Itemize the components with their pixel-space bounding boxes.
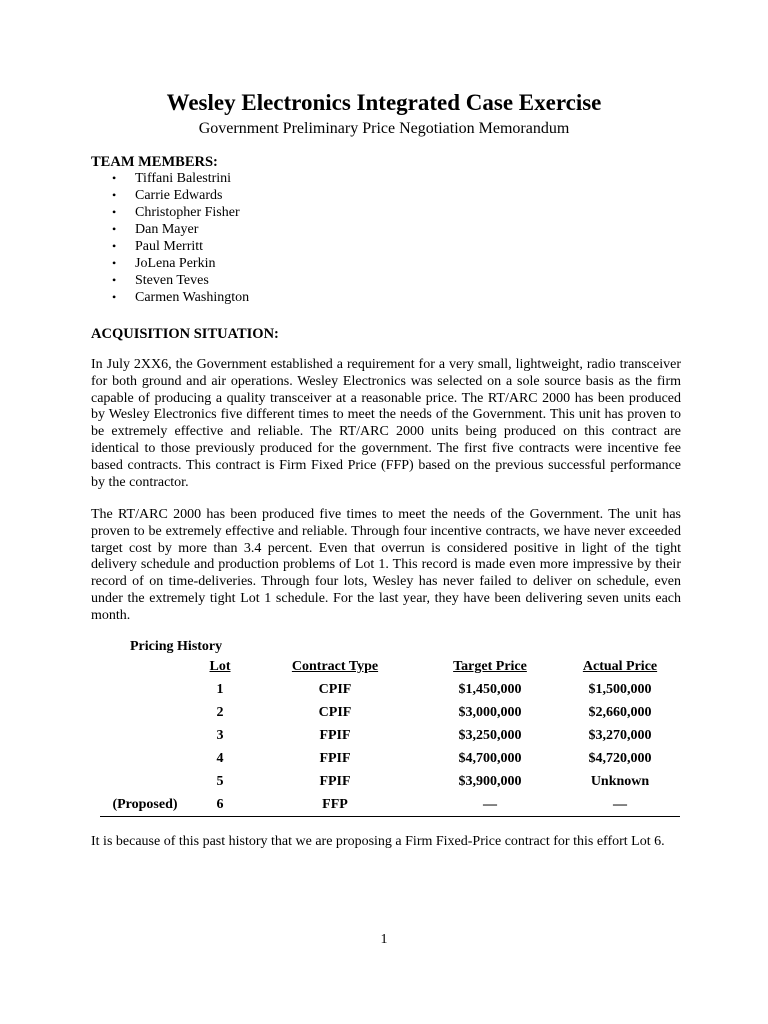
- acquisition-paragraph-1: In July 2XX6, the Government established a requirement for a very small, lightweight, radio transceiver for both ground and air operations. Wesley Electronics was selected on a sole source basis as the firm capable of producing a quality transceiver at a reasonable price. The RT/ARC 2000 has been produced by Wesley Electronics five different times to meet the needs of the Government. This unit has proven to be extremely effective and reliable. The RT/ARC 2000 units being produced on this contract are identical to those previously produced for the government. The first five contracts were incentive fee based contracts. This contract is Firm Fixed Price (FFP) based on the previous successful performance by the contractor.: [91, 357, 681, 490]
- table-row: 4 FPIF $4,700,000 $4,720,000: [216, 750, 652, 766]
- bullet-icon: •: [112, 273, 117, 287]
- list-item: • Steven Teves: [112, 273, 209, 288]
- pricing-history-table: [100, 656, 680, 817]
- list-item: • Dan Mayer: [112, 222, 199, 237]
- column-header: [100, 656, 190, 678]
- list-item: • Carrie Edwards: [112, 188, 223, 203]
- list-item: • Carmen Washington: [112, 290, 250, 305]
- acquisition-paragraph-2: The RT/ARC 2000 has been produced five times to meet the needs of the Government. The unit has proven to be extremely effective and reliable. Through four incentive contracts, we have never exceeded target cost by more than 3.4 percent. Even that overrun is considered positive in light of the tight delivery schedule and production problems of Lot 1. This record is made even more impressive by their record of on time-deliveries. Through four lots, Wesley has never failed to deliver on schedule, even under the extremely tight Lot 1 schedule. For the last year, they have been delivering seven units each month.: [91, 507, 681, 623]
- team-members-heading: TEAM MEMBERS:: [91, 154, 218, 170]
- column-header: Actual Price: [582, 659, 658, 674]
- table-row: (Proposed) 6 FFP — —: [100, 793, 680, 817]
- table-header-row: [100, 656, 680, 678]
- bullet-icon: •: [112, 205, 117, 219]
- closing-paragraph: It is because of this past history that we are proposing a Firm Fixed-Price contract for this effort Lot 6.: [91, 834, 665, 849]
- list-item: • JoLena Perkin: [112, 256, 216, 271]
- pricing-history-title: Pricing History: [130, 639, 223, 654]
- bullet-icon: •: [112, 188, 117, 202]
- list-item: • Paul Merritt: [112, 239, 204, 254]
- column-header: Contract Type: [291, 659, 379, 674]
- bullet-icon: •: [112, 171, 117, 185]
- bullet-icon: •: [112, 239, 117, 253]
- bullet-icon: •: [112, 256, 117, 270]
- list-item: • Tiffani Balestrini: [112, 171, 232, 186]
- list-item: • Christopher Fisher: [112, 205, 240, 220]
- bullet-icon: •: [112, 290, 117, 304]
- page-number: 1: [380, 932, 388, 947]
- bullet-icon: •: [112, 222, 117, 236]
- document-title: Wesley Electronics Integrated Case Exercise: [166, 90, 602, 115]
- table-row: 5 FPIF $3,900,000 Unknown: [216, 773, 650, 789]
- team-members-list: [112, 170, 249, 306]
- table-row: 3 FPIF $3,250,000 $3,270,000: [216, 727, 652, 743]
- document-subtitle: Government Preliminary Price Negotiation Memorandum: [198, 120, 570, 137]
- column-header: Lot: [209, 659, 231, 674]
- table-row: 2 CPIF $3,000,000 $2,660,000: [216, 704, 652, 720]
- column-header: Target Price: [453, 659, 527, 674]
- acquisition-heading: ACQUISITION SITUATION:: [91, 326, 279, 342]
- table-row: 1 CPIF $1,450,000 $1,500,000: [216, 681, 652, 697]
